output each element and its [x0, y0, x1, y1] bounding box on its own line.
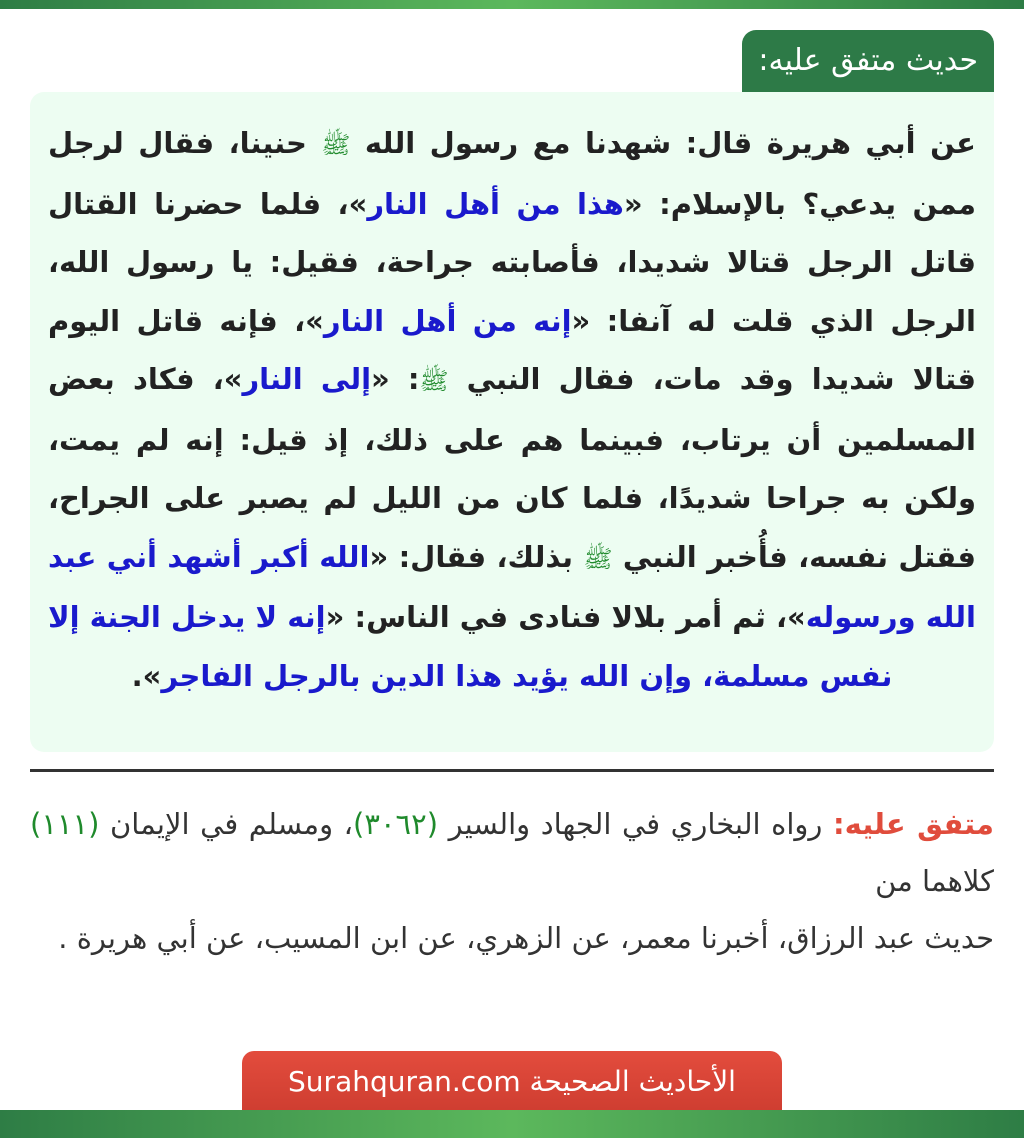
source-label: متفق عليه: [833, 807, 994, 841]
hadith-segment: بذلك، فقال: « [369, 539, 584, 574]
source-part: رواه البخاري في الجهاد والسير [438, 807, 834, 841]
hadith-text [48, 114, 976, 705]
prophet-quote: إلى النار [242, 362, 372, 396]
hadith-segment: عن أبي هريرة قال: شهدنا مع رسول الله [350, 126, 976, 160]
prophet-quote: هذا من أهل النار [367, 186, 624, 221]
salawat-icon: ﷺ [583, 544, 613, 573]
source-text [30, 796, 994, 967]
hadith-segment: »، فلما حضرنا القتال قاتل الرجل قتالا شديدا، فأصابته جراحة، فقيل: يا رسول الله، الرجل الذي قلت له آنفا: « [48, 186, 976, 338]
source-number: (١١١) [30, 807, 100, 841]
source-number: (٣٠٦٢) [353, 807, 439, 841]
top-bar [0, 0, 1024, 9]
source-part: كلاهما من [875, 864, 994, 898]
hadith-segment: »، ثم أمر بلالا فنادى في الناس: « [325, 600, 806, 634]
source-part: حديث عبد الرزاق، أخبرنا معمر، عن الزهري، عن ابن المسيب، عن أبي هريرة . [58, 921, 994, 955]
prophet-quote: الله أكبر أشهد أني عبد الله ورسوله [48, 539, 976, 634]
salawat-icon: ﷺ [321, 131, 351, 159]
hadith-segment: : « [371, 362, 420, 396]
source-part: ، ومسلم في الإيمان [99, 807, 354, 841]
prophet-quote: إنه لا يدخل الجنة إلا نفس مسلمة، وإن الله يؤيد هذا الدين بالرجل الفاجر [48, 600, 893, 693]
prophet-quote: إنه من أهل النار [323, 303, 572, 338]
hadith-segment: »، فإنه قاتل اليوم قتالا شديدا وقد مات، فقال النبي [48, 303, 976, 396]
hadith-title: حديث متفق عليه: [742, 30, 994, 92]
site-brand-badge[interactable]: الأحاديث الصحيحة Surahquran.com [242, 1051, 782, 1110]
hadith-segment: ». [131, 658, 162, 693]
divider [30, 769, 994, 772]
hadith-segment: »، فكاد بعض المسلمين أن يرتاب، فبينما هم على ذلك، إذ قيل: إنه لم يمت، ولكن به جراحا شديدًا، فلما كان من الليل لم يصبر على الجراح، فقتل نفسه، فأُخبر النبي [48, 362, 976, 574]
bottom-bar [0, 1110, 1024, 1138]
hadith-box [30, 92, 994, 752]
hadith-segment: حنينا، فقال لرجل ممن يدعي؟ بالإسلام: « [48, 126, 976, 221]
salawat-icon: ﷺ [419, 367, 449, 395]
